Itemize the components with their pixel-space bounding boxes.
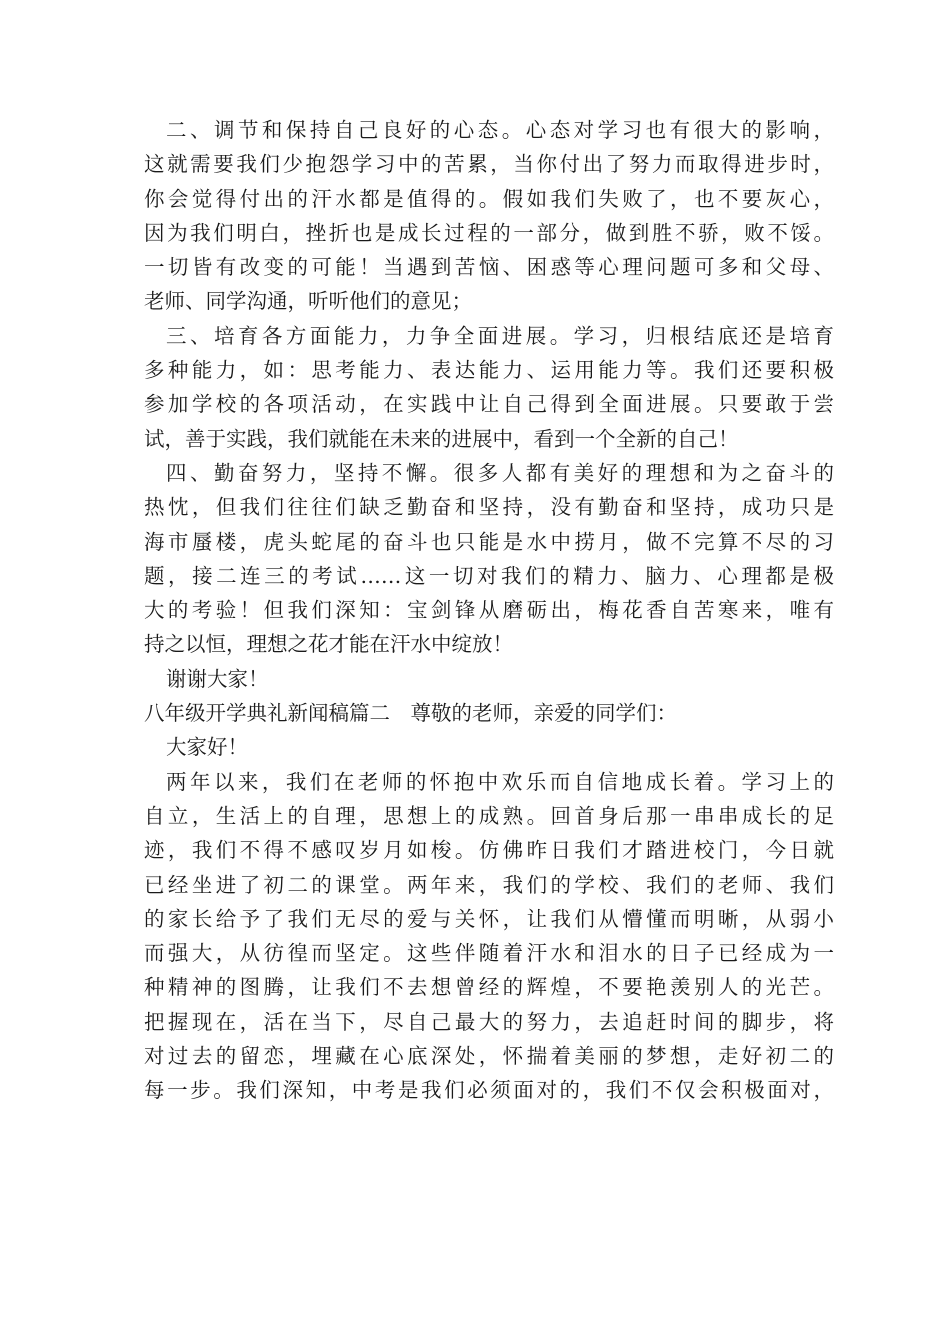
- text-line: 持之以恒，理想之花才能在汗水中绽放！: [144, 632, 513, 657]
- text-line: 每一步。我们深知，中考是我们必须面对的，我们不仅会积极面对，: [144, 1078, 834, 1103]
- text-line: 一切皆有改变的可能！当遇到苦恼、困惑等心理问题可多和父母、: [144, 255, 834, 280]
- text-line: 把握现在，活在当下，尽自己最大的努力，去追赶时间的脚步，将: [144, 1009, 834, 1034]
- text-line: 三、培育各方面能力，力争全面进展。学习，归根结底还是培育: [166, 323, 834, 348]
- text-line: 热忱，但我们往往们缺乏勤奋和坚持，没有勤奋和坚持，成功只是: [144, 495, 834, 520]
- text-line: 大的考验！但我们深知：宝剑锋从磨砺出，梅花香自苦寒来，唯有: [144, 598, 834, 623]
- text-line: 八年级开学典礼新闻稿篇二 尊敬的老师，亲爱的同学们：: [144, 701, 677, 726]
- text-line: 迹，我们不得不感叹岁月如梭。仿佛昨日我们才踏进校门，今日就: [144, 838, 834, 863]
- text-line: 多种能力，如：思考能力、表达能力、运用能力等。我们还要积极: [144, 358, 834, 383]
- text-line: 你会觉得付出的汗水都是值得的。假如我们失败了，也不要灰心，: [144, 186, 834, 211]
- text-line: 两年以来，我们在老师的怀抱中欢乐而自信地成长着。学习上的: [166, 769, 834, 794]
- text-line: 大家好！: [166, 735, 248, 760]
- text-line: 已经坐进了初二的课堂。两年来，我们的学校、我们的老师、我们: [144, 872, 834, 897]
- document-body: [144, 113, 834, 1108]
- text-line: 种精神的图腾，让我们不去想曾经的辉煌，不要艳羡别人的光芒。: [144, 975, 834, 1000]
- text-line: 题，接二连三的考试……这一切对我们的精力、脑力、心理都是极: [144, 563, 834, 588]
- text-line: 海市蜃楼，虎头蛇尾的奋斗也只能是水中捞月，做不完算不尽的习: [144, 529, 834, 554]
- text-line: 这就需要我们少抱怨学习中的苦累，当你付出了努力而取得进步时，: [144, 152, 834, 177]
- text-line: 参加学校的各项活动，在实践中让自己得到全面进展。只要敢于尝: [144, 392, 834, 417]
- text-line: 的家长给予了我们无尽的爱与关怀，让我们从懵懂而明晰，从弱小: [144, 906, 834, 931]
- text-line: 四、勤奋努力，坚持不懈。很多人都有美好的理想和为之奋斗的: [166, 460, 834, 485]
- text-line: 因为我们明白，挫折也是成长过程的一部分，做到胜不骄，败不馁。: [144, 220, 834, 245]
- text-line: 谢谢大家！: [166, 666, 269, 691]
- text-line: 对过去的留恋，埋藏在心底深处，怀揣着美丽的梦想，走好初二的: [144, 1044, 834, 1069]
- text-line: 自立，生活上的自理，思想上的成熟。回首身后那一串串成长的足: [144, 803, 834, 828]
- text-line: 老师、同学沟通，听听他们的意见；: [144, 289, 472, 314]
- text-line: 而强大，从彷徨而坚定。这些伴随着汗水和泪水的日子已经成为一: [144, 941, 834, 966]
- text-line: 二、调节和保持自己良好的心态。心态对学习也有很大的影响，: [166, 118, 834, 142]
- text-line: 试，善于实践，我们就能在未来的进展中，看到一个全新的自己！: [144, 426, 739, 451]
